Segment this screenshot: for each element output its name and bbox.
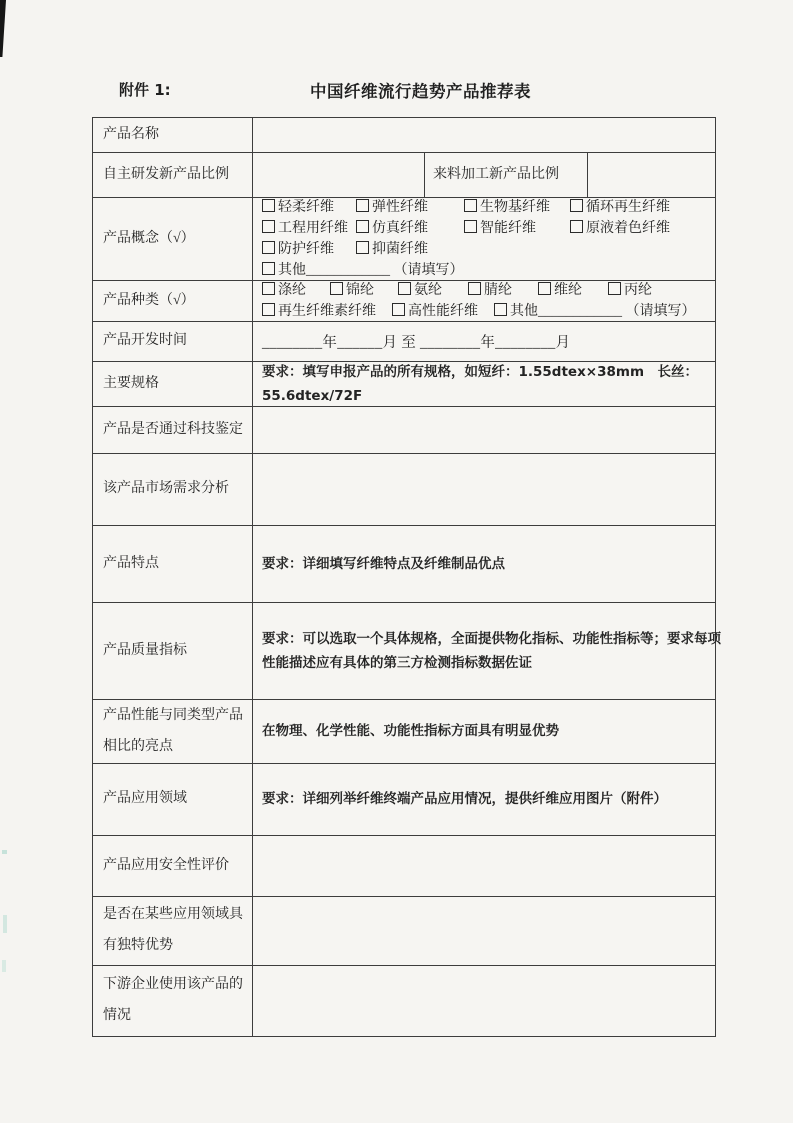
- scan-artifact: [2, 850, 7, 854]
- downstream-value-cell: [253, 966, 715, 1036]
- appraisal-value-cell: [253, 407, 715, 453]
- checkbox-icon: [538, 282, 551, 295]
- checkbox-icon: [356, 199, 369, 212]
- concept-options-line1: [262, 197, 707, 218]
- advantage-text: 在物理、化学性能、功能性指标方面具有明显优势: [262, 723, 559, 740]
- row-tech-appraisal: [93, 406, 715, 453]
- checkbox-label-other: 其他____________ （请填写）: [510, 304, 696, 319]
- checkbox-icon: [262, 303, 275, 316]
- row-label: 该产品市场需求分析: [93, 454, 253, 525]
- concept-options-line3: [262, 239, 707, 260]
- row-new-product-ratio: [93, 152, 715, 197]
- checkbox-label: 抑菌纤维: [372, 242, 428, 257]
- checkbox-label-other: 其他____________ （请填写）: [278, 263, 464, 278]
- row-label: 是否在某些应用领域具有独特优势: [93, 897, 253, 965]
- checkbox-icon: [262, 241, 275, 254]
- checkbox-icon: [608, 282, 621, 295]
- dev-time-blanks: ________年______月 至 ________年________月: [262, 335, 571, 351]
- incoming-ratio-label: 来料加工新产品比例: [425, 153, 588, 197]
- row-market-analysis: [93, 453, 715, 525]
- row-dev-time: [93, 321, 715, 361]
- checkbox-label: 原液着色纤维: [586, 221, 670, 236]
- row-application-field: [93, 763, 715, 835]
- checkbox-label: 锦纶: [346, 283, 374, 298]
- checkbox-label: 维纶: [554, 283, 582, 298]
- checkbox-label: 腈纶: [484, 283, 512, 298]
- scan-artifact: [2, 960, 6, 972]
- specs-requirement-line1: 要求：填写申报产品的所有规格，如短纤：1.55dtex×38mm 长丝：: [262, 363, 699, 380]
- checkbox-icon: [262, 262, 275, 275]
- concept-options-line2: [262, 218, 707, 239]
- checkbox-icon: [570, 199, 583, 212]
- self-dev-ratio-value-cell: [253, 153, 425, 197]
- row-label: 自主研发新产品比例: [93, 153, 253, 197]
- row-product-concept: [93, 197, 715, 280]
- features-requirement: 要求：详细填写纤维特点及纤维制品优点: [262, 555, 505, 572]
- row-unique-advantage: [93, 896, 715, 965]
- quality-requirement-line1: 要求：可以选取一个具体规格，全面提供物化指标、功能性指标等；要求每项: [262, 630, 721, 647]
- row-performance-advantage: [93, 699, 715, 763]
- row-label: 产品特点: [93, 526, 253, 602]
- row-product-features: [93, 525, 715, 602]
- row-label: 产品开发时间: [93, 322, 253, 361]
- row-label: 主要规格: [93, 362, 253, 406]
- form-table: [92, 117, 721, 1037]
- market-value-cell: [253, 454, 715, 525]
- checkbox-icon: [262, 282, 275, 295]
- unique-value-cell: [253, 897, 715, 965]
- category-options-line1: [262, 280, 707, 301]
- row-downstream-usage: [93, 965, 715, 1036]
- row-label: 下游企业使用该产品的情况: [93, 966, 253, 1036]
- checkbox-icon: [398, 282, 411, 295]
- row-product-category: [93, 280, 715, 321]
- checkbox-label: 高性能纤维: [408, 304, 478, 319]
- row-label: 产品概念（√）: [93, 198, 253, 280]
- row-application-safety: [93, 835, 715, 896]
- checkbox-label: 涤纶: [278, 283, 306, 298]
- checkbox-icon: [392, 303, 405, 316]
- row-product-name: [93, 118, 715, 152]
- product-name-value-cell: [253, 118, 715, 152]
- concept-other-line: [262, 260, 707, 281]
- page-title: 中国纤维流行趋势产品推荐表: [310, 82, 531, 101]
- checkbox-label: 轻柔纤维: [278, 200, 334, 215]
- incoming-ratio-value-cell: [588, 153, 715, 197]
- safety-value-cell: [253, 836, 715, 896]
- checkbox-icon: [570, 220, 583, 233]
- checkbox-label: 仿真纤维: [372, 221, 428, 236]
- checkbox-label: 工程用纤维: [278, 221, 348, 236]
- category-options-line2: [262, 301, 707, 322]
- row-label: 产品性能与同类型产品相比的亮点: [93, 700, 253, 763]
- row-main-specs: [93, 361, 715, 406]
- attachment-label: 附件 1:: [119, 81, 171, 99]
- row-quality-index: [93, 602, 721, 699]
- checkbox-label: 智能纤维: [480, 221, 536, 236]
- checkbox-icon: [356, 241, 369, 254]
- checkbox-icon: [464, 199, 477, 212]
- row-label: 产品是否通过科技鉴定: [93, 407, 253, 453]
- scan-artifact: [3, 915, 7, 933]
- row-label: 产品应用领域: [93, 764, 253, 835]
- checkbox-label: 防护纤维: [278, 242, 334, 257]
- checkbox-icon: [356, 220, 369, 233]
- checkbox-label: 丙纶: [624, 283, 652, 298]
- row-label: 产品质量指标: [93, 603, 253, 699]
- checkbox-label: 弹性纤维: [372, 200, 428, 215]
- checkbox-label: 氨纶: [414, 283, 442, 298]
- scan-artifact: [0, 0, 6, 57]
- checkbox-label: 循环再生纤维: [586, 200, 670, 215]
- checkbox-icon: [468, 282, 481, 295]
- checkbox-label: 再生纤维素纤维: [278, 304, 376, 319]
- checkbox-icon: [262, 199, 275, 212]
- row-label: 产品种类（√）: [93, 281, 253, 321]
- checkbox-icon: [464, 220, 477, 233]
- quality-requirement-line2: 性能描述应有具体的第三方检测指标数据佐证: [262, 655, 532, 671]
- checkbox-icon: [494, 303, 507, 316]
- row-label: 产品应用安全性评价: [93, 836, 253, 896]
- row-label: 产品名称: [93, 118, 253, 152]
- checkbox-label: 生物基纤维: [480, 200, 550, 215]
- specs-requirement-line2: 55.6dtex/72F: [262, 388, 363, 404]
- checkbox-icon: [330, 282, 343, 295]
- checkbox-icon: [262, 220, 275, 233]
- application-requirement: 要求：详细列举纤维终端产品应用情况，提供纤维应用图片（附件）: [262, 791, 667, 808]
